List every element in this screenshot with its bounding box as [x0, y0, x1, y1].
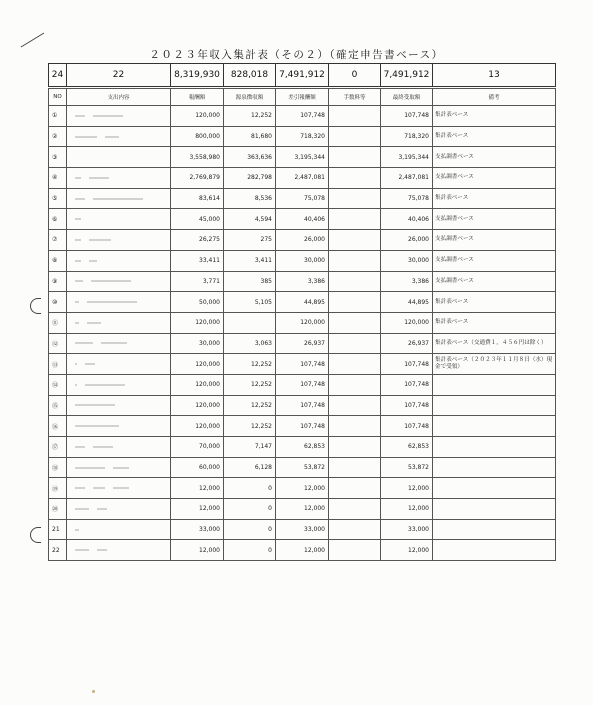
- redacted-text: [87, 322, 101, 324]
- table-row: [49, 478, 556, 499]
- row-gross: 3,771: [171, 271, 224, 292]
- row-fee: [329, 437, 381, 458]
- row-withholding: 12,252: [224, 374, 276, 395]
- row-content: [67, 188, 171, 209]
- redacted-text: [89, 260, 97, 262]
- row-withholding: 12,252: [224, 106, 276, 127]
- row-gross: 3,558,980: [171, 147, 224, 168]
- row-net: 75,078: [276, 188, 329, 209]
- row-final: 107,748: [381, 395, 433, 416]
- pen-mark: [20, 32, 46, 48]
- row-note: 集計表ベース: [433, 292, 556, 313]
- row-fee: [329, 209, 381, 230]
- row-withholding: 0: [224, 540, 276, 561]
- row-fee: [329, 374, 381, 395]
- row-gross: 120,000: [171, 374, 224, 395]
- row-withholding: 3,411: [224, 250, 276, 271]
- redacted-text: [91, 280, 131, 282]
- row-final: 53,872: [381, 457, 433, 478]
- row-content: [67, 168, 171, 189]
- row-gross: 45,000: [171, 209, 224, 230]
- summary-gross-total: 8,319,930: [171, 64, 224, 87]
- row-note: [433, 374, 556, 395]
- row-content: [67, 519, 171, 540]
- table-row: [49, 292, 556, 313]
- row-withholding: 8,536: [224, 188, 276, 209]
- row-number: ⑯: [49, 416, 67, 437]
- row-number: ⑪: [49, 312, 67, 333]
- summary-entries: 22: [67, 64, 171, 87]
- table-row: [49, 188, 556, 209]
- header-withholding: 源泉徴収額: [224, 89, 276, 106]
- row-final: 3,195,344: [381, 147, 433, 168]
- row-number: ⑫: [49, 333, 67, 354]
- income-table: [48, 88, 556, 561]
- row-gross: 70,000: [171, 437, 224, 458]
- redacted-text: [93, 198, 143, 200]
- row-number: ④: [49, 168, 67, 189]
- row-content: [67, 209, 171, 230]
- row-withholding: 12,252: [224, 416, 276, 437]
- table-row: [49, 230, 556, 251]
- row-content: [67, 106, 171, 127]
- row-fee: [329, 188, 381, 209]
- row-note: 集計表ベース（２０２３年１１月８日（水）現金で受領）: [433, 354, 556, 375]
- row-final: 3,386: [381, 271, 433, 292]
- row-fee: [329, 250, 381, 271]
- row-fee: [329, 292, 381, 313]
- row-withholding: 385: [224, 271, 276, 292]
- summary-count: 24: [49, 64, 67, 87]
- row-fee: [329, 540, 381, 561]
- table-row: [49, 106, 556, 127]
- row-note: [433, 499, 556, 520]
- header-note: 備考: [433, 89, 556, 106]
- row-withholding: 7,147: [224, 437, 276, 458]
- summary-row: [49, 64, 556, 87]
- row-fee: [329, 354, 381, 375]
- row-number: ⑳: [49, 499, 67, 520]
- row-withholding: 3,063: [224, 333, 276, 354]
- redacted-text: [89, 177, 109, 179]
- row-net: 107,748: [276, 416, 329, 437]
- row-net: 53,872: [276, 457, 329, 478]
- row-net: 40,406: [276, 209, 329, 230]
- header-content: 支出内容: [67, 89, 171, 106]
- row-net: 107,748: [276, 106, 329, 127]
- row-fee: [329, 126, 381, 147]
- summary-fee-total: 0: [329, 64, 381, 87]
- table-row: [49, 250, 556, 271]
- row-note: 支払調書ベース: [433, 168, 556, 189]
- row-number: ⑨: [49, 271, 67, 292]
- row-number: ⑧: [49, 250, 67, 271]
- row-fee: [329, 499, 381, 520]
- table-row: [49, 168, 556, 189]
- redacted-text: [97, 549, 107, 551]
- table-row: [49, 416, 556, 437]
- row-final: 26,000: [381, 230, 433, 251]
- table-row: [49, 499, 556, 520]
- row-number: ③: [49, 147, 67, 168]
- row-content: [67, 250, 171, 271]
- redacted-text: [75, 446, 85, 448]
- row-note: 集計表ベース: [433, 106, 556, 127]
- table-row: [49, 457, 556, 478]
- row-content: [67, 374, 171, 395]
- redacted-text: [75, 239, 81, 241]
- row-net: 12,000: [276, 499, 329, 520]
- row-fee: [329, 230, 381, 251]
- row-net: 2,487,081: [276, 168, 329, 189]
- row-net: 718,320: [276, 126, 329, 147]
- row-net: 12,000: [276, 478, 329, 499]
- redacted-text: [75, 136, 97, 138]
- row-withholding: 0: [224, 519, 276, 540]
- redacted-text: [75, 487, 85, 489]
- redacted-text: [75, 529, 79, 531]
- row-content: [67, 478, 171, 499]
- row-number: ⑬: [49, 354, 67, 375]
- row-withholding: 5,105: [224, 292, 276, 313]
- redacted-text: [75, 115, 85, 117]
- row-note: 集計表ベース: [433, 312, 556, 333]
- redacted-text: [75, 363, 77, 365]
- row-content: [67, 271, 171, 292]
- row-fee: [329, 416, 381, 437]
- row-final: 718,320: [381, 126, 433, 147]
- row-fee: [329, 457, 381, 478]
- row-fee: [329, 519, 381, 540]
- row-content: [67, 395, 171, 416]
- table-row: [49, 126, 556, 147]
- row-final: 40,406: [381, 209, 433, 230]
- row-gross: 50,000: [171, 292, 224, 313]
- table-row: [49, 354, 556, 375]
- redacted-text: [97, 508, 107, 510]
- row-gross: 30,000: [171, 333, 224, 354]
- row-net: 62,853: [276, 437, 329, 458]
- redacted-text: [75, 425, 119, 427]
- row-content: [67, 147, 171, 168]
- table-row: [49, 333, 556, 354]
- redacted-text: [113, 487, 129, 489]
- row-number: ⑭: [49, 374, 67, 395]
- row-number: ⑤: [49, 188, 67, 209]
- row-net: 107,748: [276, 395, 329, 416]
- punch-hole-mark: [30, 527, 41, 543]
- row-fee: [329, 271, 381, 292]
- row-content: [67, 292, 171, 313]
- redacted-text: [75, 404, 115, 406]
- row-note: [433, 395, 556, 416]
- redacted-text: [75, 342, 93, 344]
- row-net: 44,895: [276, 292, 329, 313]
- row-withholding: [224, 312, 276, 333]
- row-net: 107,748: [276, 354, 329, 375]
- row-gross: 12,000: [171, 478, 224, 499]
- row-net: 26,937: [276, 333, 329, 354]
- row-withholding: 12,252: [224, 395, 276, 416]
- redacted-text: [75, 467, 105, 469]
- document-title: ２０２３年収入集計表（その２）（確定申告書ベース）: [149, 49, 444, 61]
- row-final: 62,853: [381, 437, 433, 458]
- row-final: 2,487,081: [381, 168, 433, 189]
- row-gross: 120,000: [171, 354, 224, 375]
- row-final: 26,937: [381, 333, 433, 354]
- row-final: 107,748: [381, 106, 433, 127]
- row-note: [433, 457, 556, 478]
- row-final: 33,000: [381, 519, 433, 540]
- row-fee: [329, 147, 381, 168]
- row-fee: [329, 333, 381, 354]
- table-row: [49, 540, 556, 561]
- row-net: 3,195,344: [276, 147, 329, 168]
- row-withholding: 0: [224, 478, 276, 499]
- redacted-text: [75, 508, 89, 510]
- header-final: 最終受取額: [381, 89, 433, 106]
- redacted-text: [75, 177, 81, 179]
- redacted-text: [87, 301, 137, 303]
- row-note: 集計表ベース: [433, 188, 556, 209]
- summary-table: [48, 63, 556, 87]
- row-note: 支払調書ベース: [433, 271, 556, 292]
- row-final: 107,748: [381, 416, 433, 437]
- row-number: ⑱: [49, 457, 67, 478]
- row-net: 33,000: [276, 519, 329, 540]
- row-number: ⑥: [49, 209, 67, 230]
- redacted-text: [89, 239, 111, 241]
- redacted-text: [93, 115, 123, 117]
- row-content: [67, 416, 171, 437]
- row-withholding: 4,594: [224, 209, 276, 230]
- row-note: 支払調書ベース: [433, 230, 556, 251]
- row-final: 12,000: [381, 540, 433, 561]
- header-net: 差引報酬額: [276, 89, 329, 106]
- row-gross: 800,000: [171, 126, 224, 147]
- table-row: [49, 374, 556, 395]
- redacted-text: [75, 549, 89, 551]
- row-number: ①: [49, 106, 67, 127]
- row-fee: [329, 168, 381, 189]
- row-content: [67, 230, 171, 251]
- row-number: ⑮: [49, 395, 67, 416]
- row-gross: 33,000: [171, 519, 224, 540]
- row-number: ②: [49, 126, 67, 147]
- row-content: [67, 540, 171, 561]
- row-withholding: 275: [224, 230, 276, 251]
- table-row: [49, 312, 556, 333]
- row-net: 30,000: [276, 250, 329, 271]
- header-gross: 報酬額: [171, 89, 224, 106]
- table-row: [49, 271, 556, 292]
- header-fee: 手数料等: [329, 89, 381, 106]
- row-fee: [329, 478, 381, 499]
- redacted-text: [101, 342, 127, 344]
- row-note: [433, 437, 556, 458]
- table-row: [49, 209, 556, 230]
- row-gross: 12,000: [171, 540, 224, 561]
- row-content: [67, 312, 171, 333]
- table-body: [49, 89, 556, 561]
- redacted-text: [75, 280, 83, 282]
- row-withholding: 363,636: [224, 147, 276, 168]
- row-gross: 26,275: [171, 230, 224, 251]
- smudge-mark: [92, 690, 95, 693]
- header-row: [49, 89, 556, 106]
- row-note: [433, 519, 556, 540]
- redacted-text: [105, 136, 119, 138]
- redacted-text: [75, 198, 85, 200]
- row-withholding: 6,128: [224, 457, 276, 478]
- row-note: 支払調書ベース: [433, 250, 556, 271]
- row-number: 21: [49, 519, 67, 540]
- row-withholding: 0: [224, 499, 276, 520]
- row-note: 支払調書ベース: [433, 147, 556, 168]
- table-row: [49, 395, 556, 416]
- row-withholding: 282,798: [224, 168, 276, 189]
- row-number: 22: [49, 540, 67, 561]
- row-gross: 2,769,879: [171, 168, 224, 189]
- row-number: ⑰: [49, 437, 67, 458]
- row-net: 107,748: [276, 374, 329, 395]
- row-fee: [329, 395, 381, 416]
- redacted-text: [85, 363, 95, 365]
- row-net: 26,000: [276, 230, 329, 251]
- row-gross: 83,614: [171, 188, 224, 209]
- row-gross: 120,000: [171, 106, 224, 127]
- table-row: [49, 147, 556, 168]
- row-note: [433, 478, 556, 499]
- row-final: 107,748: [381, 354, 433, 375]
- row-content: [67, 437, 171, 458]
- row-net: 3,386: [276, 271, 329, 292]
- row-gross: 120,000: [171, 395, 224, 416]
- redacted-text: [75, 301, 79, 303]
- row-withholding: 12,252: [224, 354, 276, 375]
- row-final: 12,000: [381, 478, 433, 499]
- row-number: ⑩: [49, 292, 67, 313]
- summary-note-count: 13: [433, 64, 556, 87]
- summary-net-total: 7,491,912: [276, 64, 329, 87]
- row-gross: 33,411: [171, 250, 224, 271]
- row-number: ⑦: [49, 230, 67, 251]
- row-gross: 120,000: [171, 416, 224, 437]
- redacted-text: [75, 322, 79, 324]
- redacted-text: [75, 384, 77, 386]
- header-no: NO: [49, 89, 67, 106]
- row-content: [67, 499, 171, 520]
- summary-final-total: 7,491,912: [381, 64, 433, 87]
- row-final: 44,895: [381, 292, 433, 313]
- row-note: [433, 416, 556, 437]
- row-final: 12,000: [381, 499, 433, 520]
- row-final: 120,000: [381, 312, 433, 333]
- row-number: ⑲: [49, 478, 67, 499]
- row-content: [67, 126, 171, 147]
- row-gross: 60,000: [171, 457, 224, 478]
- redacted-text: [93, 446, 113, 448]
- row-net: 120,000: [276, 312, 329, 333]
- row-note: [433, 540, 556, 561]
- row-fee: [329, 106, 381, 127]
- row-note: 支払調書ベース: [433, 209, 556, 230]
- row-note: 集計表ベース: [433, 126, 556, 147]
- redacted-text: [75, 260, 81, 262]
- punch-hole-mark: [30, 298, 41, 314]
- row-content: [67, 457, 171, 478]
- row-content: [67, 354, 171, 375]
- redacted-text: [93, 487, 105, 489]
- row-final: 30,000: [381, 250, 433, 271]
- row-withholding: 81,680: [224, 126, 276, 147]
- row-gross: 12,000: [171, 499, 224, 520]
- redacted-text: [85, 384, 125, 386]
- row-gross: 120,000: [171, 312, 224, 333]
- row-final: 75,078: [381, 188, 433, 209]
- row-fee: [329, 312, 381, 333]
- row-content: [67, 333, 171, 354]
- redacted-text: [75, 218, 81, 220]
- table-row: [49, 519, 556, 540]
- summary-withholding-total: 828,018: [224, 64, 276, 87]
- table-row: [49, 437, 556, 458]
- row-note: 集計表ベース（交通費１，４５６円は除く）: [433, 333, 556, 354]
- row-net: 12,000: [276, 540, 329, 561]
- row-final: 107,748: [381, 374, 433, 395]
- redacted-text: [113, 467, 129, 469]
